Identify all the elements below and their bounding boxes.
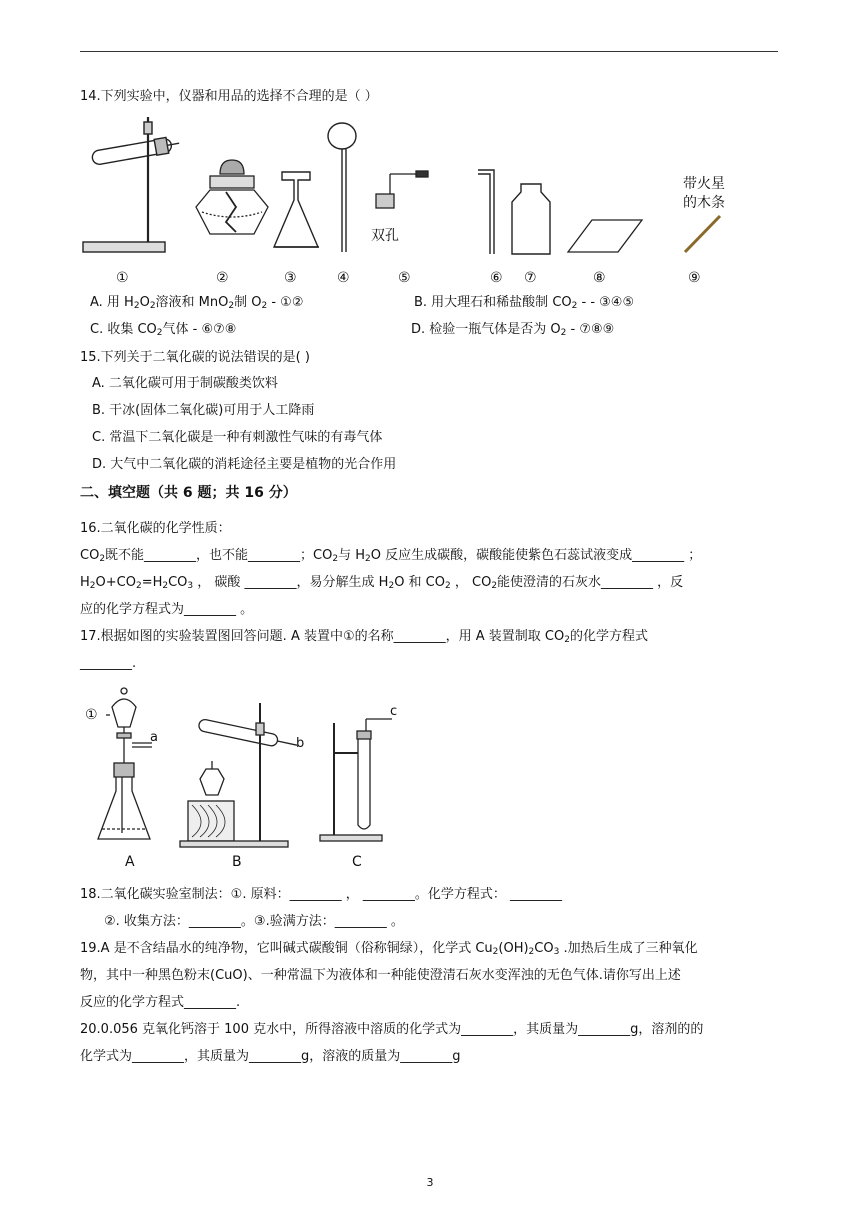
conical-flask: [274, 172, 319, 247]
instrument-number-8: ⑧: [593, 270, 606, 286]
alcohol-lamp: [196, 160, 268, 234]
q19-line-2: 物，其中一种黑色粉末(CuO)、一种常温下为液体和一种能使澄清石灰水变浑浊的无色气体.请你写出上述: [80, 968, 681, 983]
instrument-number-2: ②: [216, 270, 229, 286]
apparatus-c: [320, 719, 392, 841]
instrument-number-5: ⑤: [398, 270, 411, 286]
fig-label-b: b: [296, 736, 305, 751]
q15-stem: 15.下列关于二氧化碳的说法错误的是( ): [80, 350, 310, 365]
header-rule: [80, 51, 778, 52]
fig-label-a: a: [150, 730, 158, 745]
q16-line-3: 应的化学方程式为________ 。: [80, 602, 254, 617]
two-hole-stopper: [376, 171, 428, 208]
q15-option-b[interactable]: B. 干冰(固体二氧化碳)可用于人工降雨: [92, 403, 315, 418]
q16-line-2: $H_2O+CO_2=H_2CO_3$ ， 碳酸 ________，易分解生成 $H_2O$ 和 $CO_2$ ， $CO_2$能使澄清的石灰水________ ，反: [80, 575, 684, 591]
iron-stand-test-tube: [83, 117, 181, 252]
q14-instruments-figure: [80, 112, 740, 262]
q18-line-1: 18.二氧化碳实验室制法：①. 原料：________ ， ________。化学方程式： ________: [80, 887, 562, 902]
apparatus-a: [98, 688, 152, 839]
q17-line-1: 17.根据如图的实验装置图回答问题. A 装置中①的名称________，用 A 装置制取 $CO_2$的化学方程式: [80, 629, 648, 645]
q18-line-2: ②. 收集方法：________。③.验满方法：________ 。: [104, 914, 404, 929]
stick-label-line1: 带火星: [683, 176, 725, 192]
q14-option-d[interactable]: D. 检验一瓶气体是否为 $O_2$ - ⑦⑧⑨: [411, 322, 615, 338]
q14-stem: 14.下列实验中，仪器和用品的选择不合理的是（ ）: [80, 89, 378, 104]
q15-option-c[interactable]: C. 常温下二氧化碳是一种有刺激性气味的有毒气体: [92, 430, 383, 445]
fig-label-c: c: [390, 704, 398, 719]
instrument-number-3: ③: [284, 270, 297, 286]
q16-stem: 16.二氧化碳的化学性质：: [80, 521, 231, 536]
q14-option-a[interactable]: A. 用 $H_2O_2$溶液和 MnO$_2$制 $O_2$ - ①②: [90, 295, 304, 311]
fig-label-A: A: [125, 854, 135, 870]
instrument-number-7: ⑦: [524, 270, 537, 286]
wooden-stick: [685, 216, 720, 252]
instrument-number-6: ⑥: [490, 270, 503, 286]
instrument-number-1: ①: [116, 270, 129, 286]
q14-option-c[interactable]: C. 收集 $CO_2$气体 - ⑥⑦⑧: [90, 322, 237, 338]
instrument-number-9: ⑨: [688, 270, 701, 286]
page-number: 3: [426, 1176, 434, 1189]
stick-label-line2: 的木条: [683, 195, 725, 211]
bent-glass-tube: [478, 170, 494, 254]
q16-line-1: $CO_2$既不能________，也不能________；$CO_2$与 $H_2O$ 反应生成碳酸，碳酸能使紫色石蕊试液变成________ ；: [80, 548, 702, 564]
q19-line-1: 19.A 是不含结晶水的纯净物，它叫碱式碳酸铜（俗称铜绿），化学式 $Cu_2(OH)_2CO_3$ .加热后生成了三种氧化: [80, 941, 698, 957]
section-heading: 二、填空题（共 6 题；共 16 分）: [80, 485, 297, 501]
gas-collecting-bottle: [512, 184, 550, 254]
glass-plate: [568, 220, 642, 252]
q20-line-2: 化学式为________，其质量为________g，溶液的质量为________g: [80, 1049, 461, 1064]
fig-label-circle1: ①: [85, 707, 98, 723]
instrument-number-4: ④: [337, 270, 350, 286]
q15-option-d[interactable]: D. 大气中二氧化碳的消耗途径主要是植物的光合作用: [92, 457, 397, 472]
q15-option-a[interactable]: A. 二氧化碳可用于制碳酸类饮料: [92, 376, 278, 391]
apparatus-b: [180, 703, 298, 847]
long-neck-funnel: [328, 123, 356, 252]
q20-line-1: 20.0.056 克氧化钙溶于 100 克水中，所得溶液中溶质的化学式为________，其质量为________g，溶剂的的: [80, 1022, 704, 1037]
fig-label-C: C: [352, 854, 362, 870]
q19-line-3: 反应的化学方程式________.: [80, 995, 241, 1010]
q17-apparatus-figure: [80, 683, 420, 873]
fig-label-B: B: [232, 854, 242, 870]
two-hole-label: 双孔: [371, 228, 399, 244]
q14-option-b[interactable]: B. 用大理石和稀盐酸制 $CO_2$ - - ③④⑤: [414, 295, 635, 311]
q17-line-2: ________.: [80, 656, 137, 671]
